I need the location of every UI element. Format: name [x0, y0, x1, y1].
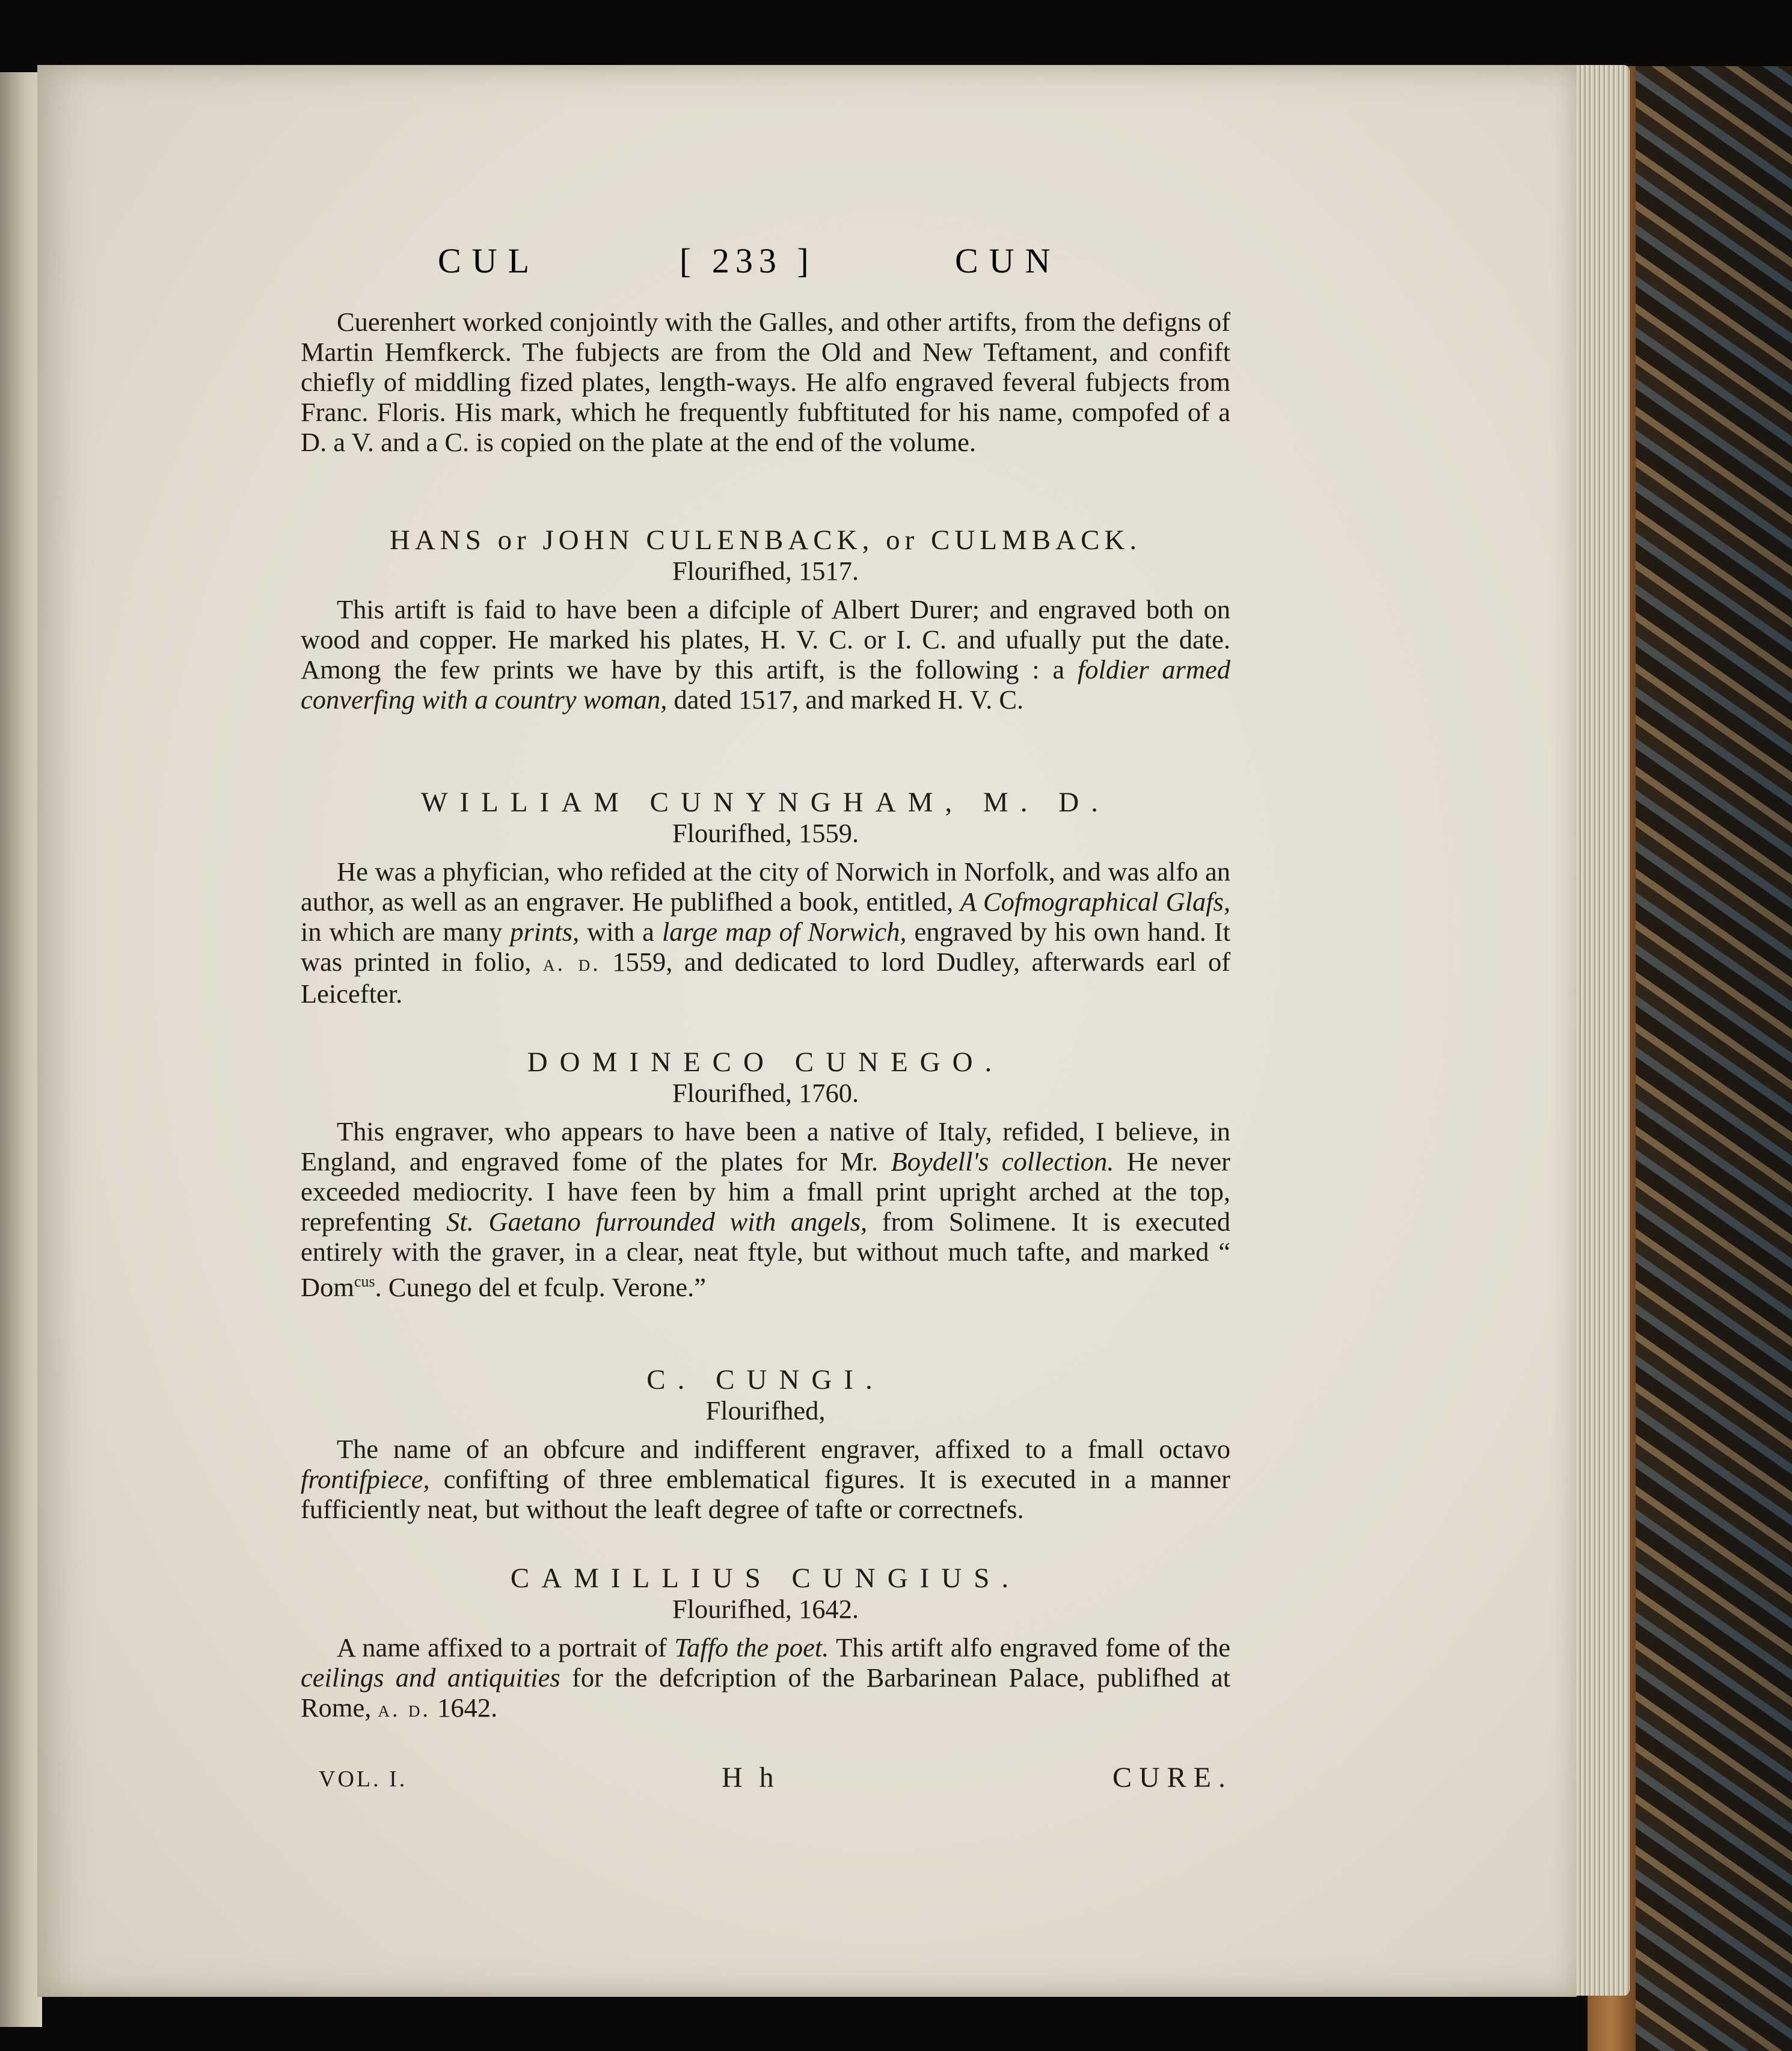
entry-heading: DOMINECO CUNEGO.	[527, 1047, 1004, 1078]
entry-continuation	[301, 307, 1230, 457]
flourished-date: Flourifhed, 1642.	[672, 1594, 859, 1624]
body-paragraph: This artift is faid to have been a difciple of Albert Durer; and engraved both on wood and copper. He marked his plates, H. V. C. or I. C. and ufually put the date. Among the few prints we have by this artift, is the following : a foldier armed converfing with a country woman, dated 1517, and marked H. V. C.	[301, 594, 1231, 715]
running-head-right: CUN	[955, 241, 1061, 280]
body-paragraph: He was a phyfician, who refided at the city of Norwich in Norfolk, and was alfo an author, as well as an engraver. He publifhed a book, entitled, A Cofmographical Glafs, in which are many prints, with a large map of Norwich, engraved by his own hand. It was printed in folio, a. d. 1559, and dedicated to lord Dudley, afterwards earl of Leicefter.	[301, 856, 1231, 1009]
flourished-date: Flourifhed,	[705, 1395, 826, 1425]
flourished-date: Flourifhed, 1517.	[672, 556, 859, 586]
entry-heading: C. CUNGI.	[646, 1364, 885, 1395]
entry-cungius	[301, 1563, 1230, 1724]
entry-heading: HANS or JOHN CULENBACK, or CULMBACK.	[389, 524, 1142, 556]
entry-cunego	[301, 1047, 1230, 1302]
running-head	[421, 241, 1118, 289]
running-head-left: CUL	[438, 241, 540, 280]
body-paragraph: A name affixed to a portrait of Taffo the poet. This artift alfo engraved fome of the ceilings and antiquities for the defcription of the Barbarinean Palace, publifhed at Rome, a. d. 1642.	[301, 1632, 1230, 1723]
entry-cungi	[301, 1364, 1230, 1524]
body-paragraph: This engraver, who appears to have been a native of Italy, refided, I believe, in England, and engraved fome of the plates for Mr. Boydell's collection. He never exceeded mediocrity. I have feen by him a fmall print upright arched at the top, reprefenting St. Gaetano furrounded with angels, from Solimene. It is executed entirely with the graver, in a clear, neat ftyle, but without much tafte, and marked “ Dom$^{cus}$. Cunego del et fculp. Verone.”	[301, 1116, 1231, 1302]
page-number: [ 233 ]	[680, 241, 815, 280]
page-footer	[319, 1761, 1233, 1797]
signature-mark: H h	[722, 1762, 779, 1794]
body-paragraph: The name of an obfcure and indifferent engraver, affixed to a fmall octavo frontifpiece, confifting of three emblematical figures. It is executed in a manner fufficiently neat, but without the leaft degree of tafte or correctnefs.	[301, 1434, 1231, 1524]
entry-heading: WILLIAM CUNYNGHAM, M. D.	[421, 787, 1110, 818]
entry-heading: CAMILLIUS CUNGIUS.	[510, 1563, 1021, 1594]
catchword: CURE.	[1112, 1762, 1233, 1794]
facing-page-edge	[0, 72, 42, 2027]
flourished-date: Flourifhed, 1760.	[672, 1078, 859, 1108]
volume-label: VOL. I.	[319, 1767, 408, 1792]
entry-culenback	[301, 524, 1230, 715]
entry-cunyngham	[301, 787, 1230, 1009]
flourished-date: Flourifhed, 1559.	[672, 818, 859, 848]
body-paragraph: Cuerenhert worked conjointly with the Galles, and other artifts, from the defigns of Martin Hemfkerck. The fubjects are from the Old and New Teftament, and confift chiefly of middling fized plates, length-ways. He alfo engraved feveral fubjects from Franc. Floris. His mark, which he frequently fubftituted for his name, compofed of a D. a V. and a C. is copied on the plate at the end of the volume.	[301, 307, 1230, 457]
